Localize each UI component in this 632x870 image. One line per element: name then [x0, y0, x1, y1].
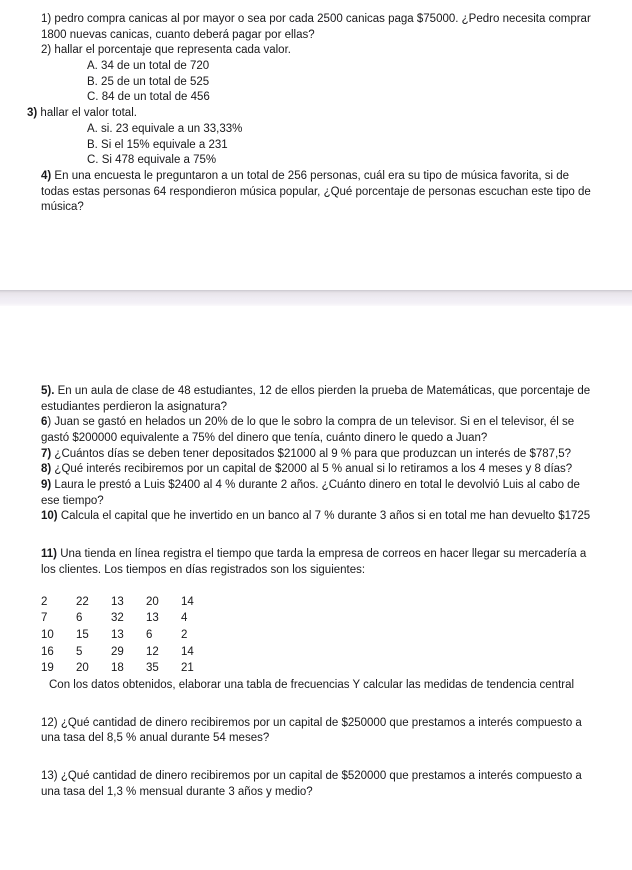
- question-6-marker: 6: [41, 416, 48, 429]
- data-cell: 5: [76, 645, 83, 658]
- question-2: [41, 43, 595, 59]
- question-1: [41, 12, 595, 43]
- worksheet-page-one: [0, 0, 632, 216]
- worksheet-page-two: [0, 306, 632, 800]
- table-row: [41, 628, 216, 645]
- question-2-marker: 2): [41, 44, 52, 57]
- question-6: [41, 415, 595, 446]
- question-7-marker: 7): [41, 447, 52, 460]
- page-separator: [0, 290, 632, 306]
- question-10-text: Calcula el capital que he invertido en un banco al 7 % durante 3 años si en total me han devuelto $1725: [57, 510, 591, 523]
- question-1-marker: 1): [41, 13, 52, 25]
- question-11-marker: 11): [41, 548, 57, 561]
- question-5-text: En un aula de clase de 48 estudiantes, 12 de ellos pierden la prueba de Matemáticas, que porcentaje de estudiantes perdieron la asignatura?: [41, 384, 591, 413]
- data-cell: 2: [181, 628, 188, 641]
- question-3: [27, 106, 595, 122]
- data-cell: 20: [76, 662, 89, 675]
- question-10: [41, 509, 595, 525]
- question-13: [41, 769, 595, 800]
- question-11-text: Una tienda en línea registra el tiempo que tarda la empresa de correos en hacer llegar su mercadería a los clientes. Los tiempos en días registrados son los siguientes:: [41, 548, 587, 576]
- question-6-text: ) Juan se gastó en helados un 20% de lo que le sobro la compra de un televisor. Si en el televisor, él se gastó $200000 equivalente a 75% del dinero que tenía, cuánto dinero le quedo a Juan?: [41, 416, 575, 444]
- spacer-before-data-grid: [41, 579, 595, 595]
- question-1-text: pedro compra canicas al por mayor o sea por cada 2500 canicas paga $75000. ¿Pedro necesita comprar 1800 nuevas canicas, cuanto deberá pagar por ellas?: [41, 13, 591, 41]
- data-cell: 16: [41, 645, 54, 658]
- data-cell: 22: [76, 595, 89, 608]
- table-row: [41, 595, 216, 612]
- question-3-marker: 3): [27, 107, 38, 120]
- question-9-marker: 9): [41, 479, 52, 492]
- data-cell: 18: [111, 662, 124, 675]
- data-cell: 35: [146, 662, 159, 675]
- question-3-option-b: B. Si el 15% equivale a 231: [87, 138, 228, 151]
- question-2-text: hallar el porcentaje que representa cada valor.: [51, 44, 291, 57]
- table-row: [41, 661, 216, 678]
- question-8-text: ¿Qué interés recibiremos por un capital de $2000 al 5 % anual si lo retiramos a los 4 meses y 8 días?: [51, 463, 573, 476]
- question-5: [41, 384, 595, 415]
- data-cell: 6: [76, 612, 83, 625]
- table-row: [41, 645, 216, 662]
- question-3-option-c: C. Si 478 equivale a 75%: [87, 154, 217, 167]
- question-8-marker: 8): [41, 463, 52, 476]
- question-4-marker: 4): [41, 169, 52, 182]
- data-cell: 13: [146, 612, 159, 625]
- spacer-before-question-11: [41, 525, 595, 547]
- question-8: [41, 462, 595, 478]
- data-cell: 10: [41, 628, 54, 641]
- question-10-marker: 10): [41, 510, 58, 523]
- delivery-times-data-grid: [41, 595, 216, 678]
- table-row: [41, 611, 216, 628]
- page-two-top-whitespace: [41, 306, 595, 384]
- question-12-text: ¿Qué cantidad de dinero recibiremos por un capital de $250000 que prestamos a interés compuesto a una tasa del 8,5 % anual durante 54 meses?: [41, 716, 582, 745]
- data-cell: 19: [41, 662, 54, 675]
- question-4: [41, 169, 595, 216]
- data-cell: 20: [146, 595, 159, 608]
- question-13-marker: 13): [41, 770, 58, 782]
- spacer-before-question-13: [41, 747, 595, 769]
- question-3-option-a: A. si. 23 equivale a un 33,33%: [87, 122, 243, 135]
- question-12: [41, 716, 595, 747]
- data-cell: 14: [181, 595, 194, 608]
- question-9: [41, 478, 595, 509]
- data-cell: 12: [146, 645, 159, 658]
- data-cell: 13: [111, 595, 124, 608]
- spacer-before-question-12: [41, 694, 595, 716]
- question-2-option-c: C. 84 de un total de 456: [87, 91, 210, 104]
- page-one-bottom-whitespace: [0, 216, 632, 290]
- question-4-text: En una encuesta le preguntaron a un total de 256 personas, cuál era su tipo de música favorita, si de todas estas personas 64 respondieron música popular, ¿Qué porcentaje de personas escuchan este tipo de música?: [41, 169, 591, 214]
- question-11-note: Con los datos obtenidos, elaborar una tabla de frecuencias Y calcular las medidas de tendencia central: [49, 678, 575, 691]
- question-11: [41, 547, 595, 578]
- data-cell: 6: [146, 628, 153, 641]
- data-cell: 15: [76, 628, 89, 641]
- data-cell: 7: [41, 612, 48, 625]
- question-5-marker: 5).: [41, 384, 55, 397]
- question-7: [41, 447, 595, 463]
- data-cell: 14: [181, 645, 194, 658]
- question-12-marker: 12): [41, 716, 58, 729]
- data-cell: 4: [181, 612, 188, 625]
- data-cell: 2: [41, 595, 48, 608]
- question-9-text: Laura le prestó a Luis $2400 al 4 % durante 2 años. ¿Cuánto dinero en total le devolvió Luis al cabo de ese tiempo?: [41, 479, 580, 507]
- question-13-text: ¿Qué cantidad de dinero recibiremos por un capital de $520000 que prestamos a interés compuesto a una tasa del 1,3 % mensual durante 3 años y medio?: [41, 770, 582, 798]
- data-cell: 29: [111, 645, 124, 658]
- question-2-option-a: A. 34 de un total de 720: [87, 60, 210, 73]
- data-cell: 13: [111, 628, 124, 641]
- question-7-text: ¿Cuántos días se deben tener depositados $21000 al 9 % para que produzcan un interés de $787,5?: [51, 447, 572, 460]
- data-cell: 32: [111, 612, 124, 625]
- question-2-option-b: B. 25 de un total de 525: [87, 75, 210, 88]
- question-3-text: hallar el valor total.: [37, 107, 137, 120]
- data-cell: 21: [181, 662, 194, 675]
